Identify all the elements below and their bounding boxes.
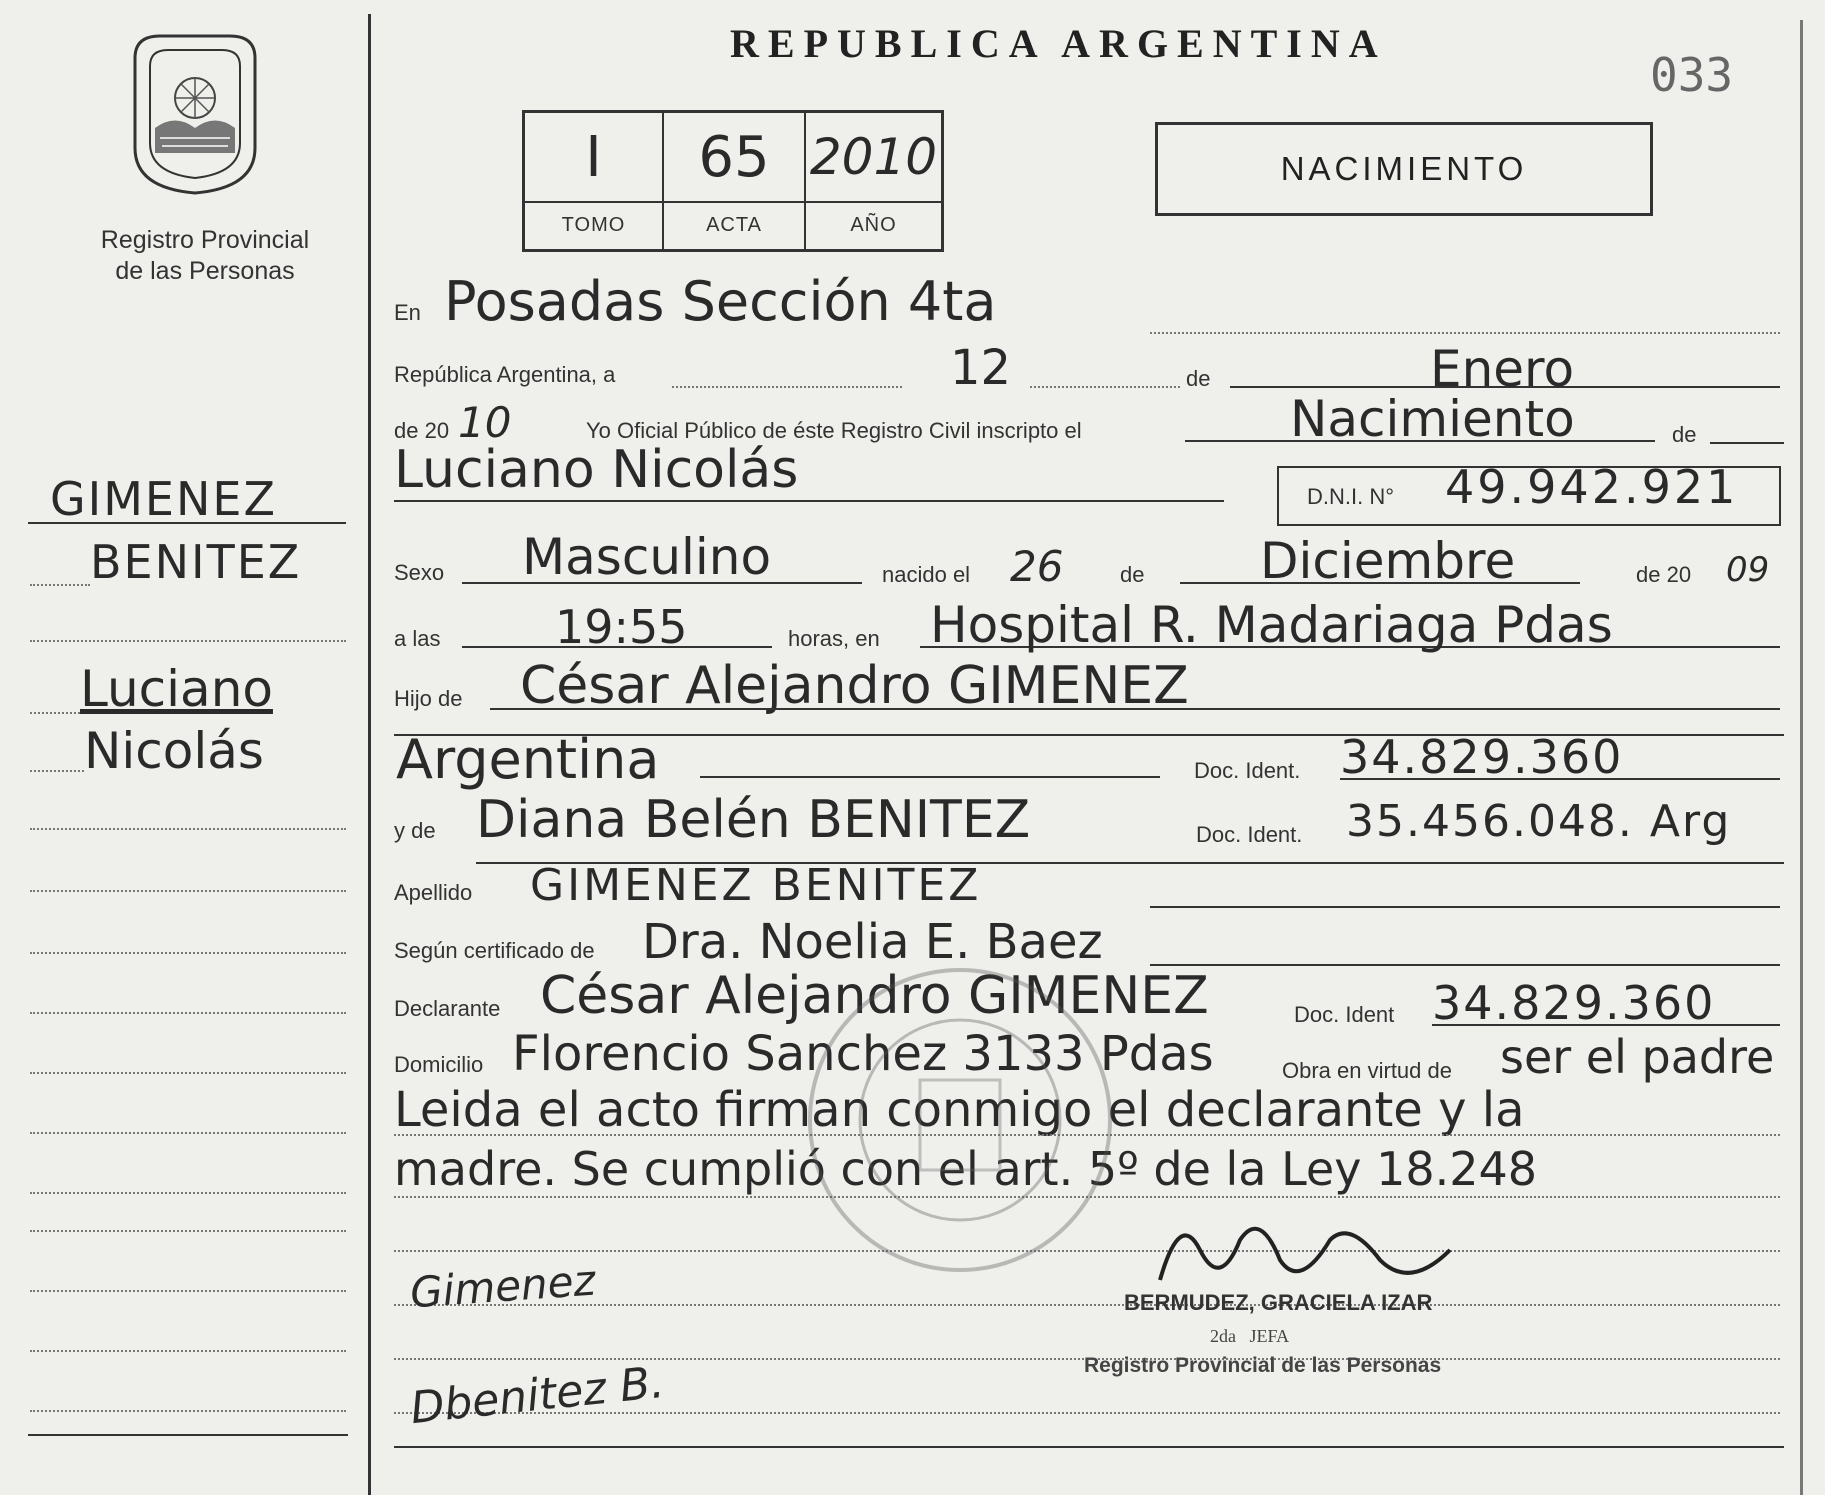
registry-line-1: Registro Provincial — [100, 226, 310, 254]
value-dni: 49.942.921 — [1445, 460, 1739, 514]
label-de-mes: de — [1120, 562, 1145, 587]
dni-box — [1277, 460, 1781, 526]
value-padre: César Alejandro GIMENEZ — [520, 656, 1189, 716]
label-declarante: Declarante — [394, 996, 501, 1021]
margin-surname-1: GIMENEZ — [50, 472, 277, 526]
value-nombre: Luciano Nicolás — [394, 440, 799, 500]
acta-value: 65 — [698, 124, 770, 190]
province-seal — [120, 28, 270, 196]
tomo-label: TOMO — [561, 213, 626, 236]
label-dni: D.N.I. N° — [1307, 484, 1395, 509]
value-lugar: Posadas Sección 4ta — [444, 270, 997, 333]
tomo-value: I — [585, 124, 602, 190]
value-certificado: Dra. Noelia E. Baez — [642, 914, 1103, 970]
value-lugar-nac: Hospital R. Madariaga Pdas — [930, 596, 1613, 654]
value-dia: 12 — [950, 340, 1012, 396]
signature-father: Gimenez — [408, 1255, 597, 1318]
value-inscripcion: Nacimiento — [1290, 390, 1575, 448]
label-de20: de 20 — [394, 418, 450, 443]
label-horas-en: horas, en — [788, 626, 880, 651]
value-doc-padre: 34.829.360 — [1340, 730, 1624, 784]
country-title: REPUBLICA ARGENTINA — [730, 21, 1387, 66]
label-doc-ident-2: Doc. Ident. — [1196, 822, 1303, 847]
registry-line-2: de las Personas — [115, 257, 295, 285]
right-edge-rule — [1800, 20, 1803, 1495]
official-org: Registro Provincial de las Personas — [1084, 1354, 1442, 1377]
anio-value: 2010 — [809, 128, 938, 186]
value-hora: 19:55 — [555, 600, 688, 654]
vertical-rule — [368, 14, 371, 1495]
label-obra: Obra en virtud de — [1282, 1058, 1452, 1083]
label-segun: Según certificado de — [394, 938, 595, 963]
value-doc-declarante: 34.829.360 — [1432, 976, 1716, 1030]
label-en: En — [394, 300, 421, 325]
anio-label: AÑO — [850, 213, 897, 236]
value-mes: Enero — [1430, 340, 1575, 398]
label-a-las: a las — [394, 626, 441, 651]
value-mes-nac: Diciembre — [1260, 532, 1516, 590]
label-hijo-de: Hijo de — [394, 686, 463, 711]
label-de-anio: de 20 — [1636, 562, 1692, 587]
margin-name-1: Luciano — [80, 660, 273, 718]
label-sexo: Sexo — [394, 560, 445, 585]
label-nacido: nacido el — [882, 562, 971, 587]
value-dia-nac: 26 — [1010, 542, 1064, 591]
official-role: 2da JEFA — [1210, 1326, 1290, 1346]
value-declarante: César Alejandro GIMENEZ — [540, 966, 1209, 1026]
value-sexo: Masculino — [522, 528, 772, 586]
value-doc-madre: 35.456.048. Arg — [1346, 796, 1732, 847]
value-obs-1: Leida el acto firman conmigo el declarante y la — [394, 1082, 1525, 1138]
label-de: de — [1186, 366, 1211, 391]
label-apellido: Apellido — [394, 880, 473, 905]
official-stamp — [800, 960, 1120, 1280]
record-box — [522, 110, 944, 252]
value-virtud: ser el padre — [1500, 1030, 1775, 1084]
acta-label: ACTA — [706, 213, 762, 236]
label-y-de: y de — [394, 818, 436, 843]
label-yo-oficial: Yo Oficial Público de éste Registro Civil inscripto el — [586, 418, 1082, 443]
value-obs-2: madre. Se cumplió con el art. 5º de la Ley 18.248 — [394, 1142, 1538, 1196]
doc-type: NACIMIENTO — [1280, 150, 1528, 187]
signature-mother: Dbenitez B. — [408, 1356, 667, 1435]
label-republica: República Argentina, a — [394, 362, 616, 387]
label-de-end: de — [1672, 422, 1697, 447]
value-domicilio: Florencio Sanchez 3133 Pdas — [512, 1026, 1214, 1082]
margin-name-2: Nicolás — [84, 722, 264, 780]
label-doc-ident-3: Doc. Ident — [1294, 1002, 1395, 1027]
value-nacionalidad: Argentina — [396, 728, 660, 791]
value-apellido: GIMENEZ BENITEZ — [530, 860, 982, 911]
value-madre: Diana Belén BENITEZ — [476, 790, 1031, 850]
margin-surname-2: BENITEZ — [90, 535, 302, 589]
page-number: 033 — [1650, 48, 1734, 102]
value-anio-nac: 09 — [1726, 550, 1770, 590]
value-anio-suffix: 10 — [458, 398, 512, 447]
doc-type-box — [1155, 122, 1653, 216]
label-doc-ident-1: Doc. Ident. — [1194, 758, 1301, 783]
label-domicilio: Domicilio — [394, 1052, 484, 1077]
official-name: BERMUDEZ, GRACIELA IZAR — [1124, 1290, 1433, 1315]
